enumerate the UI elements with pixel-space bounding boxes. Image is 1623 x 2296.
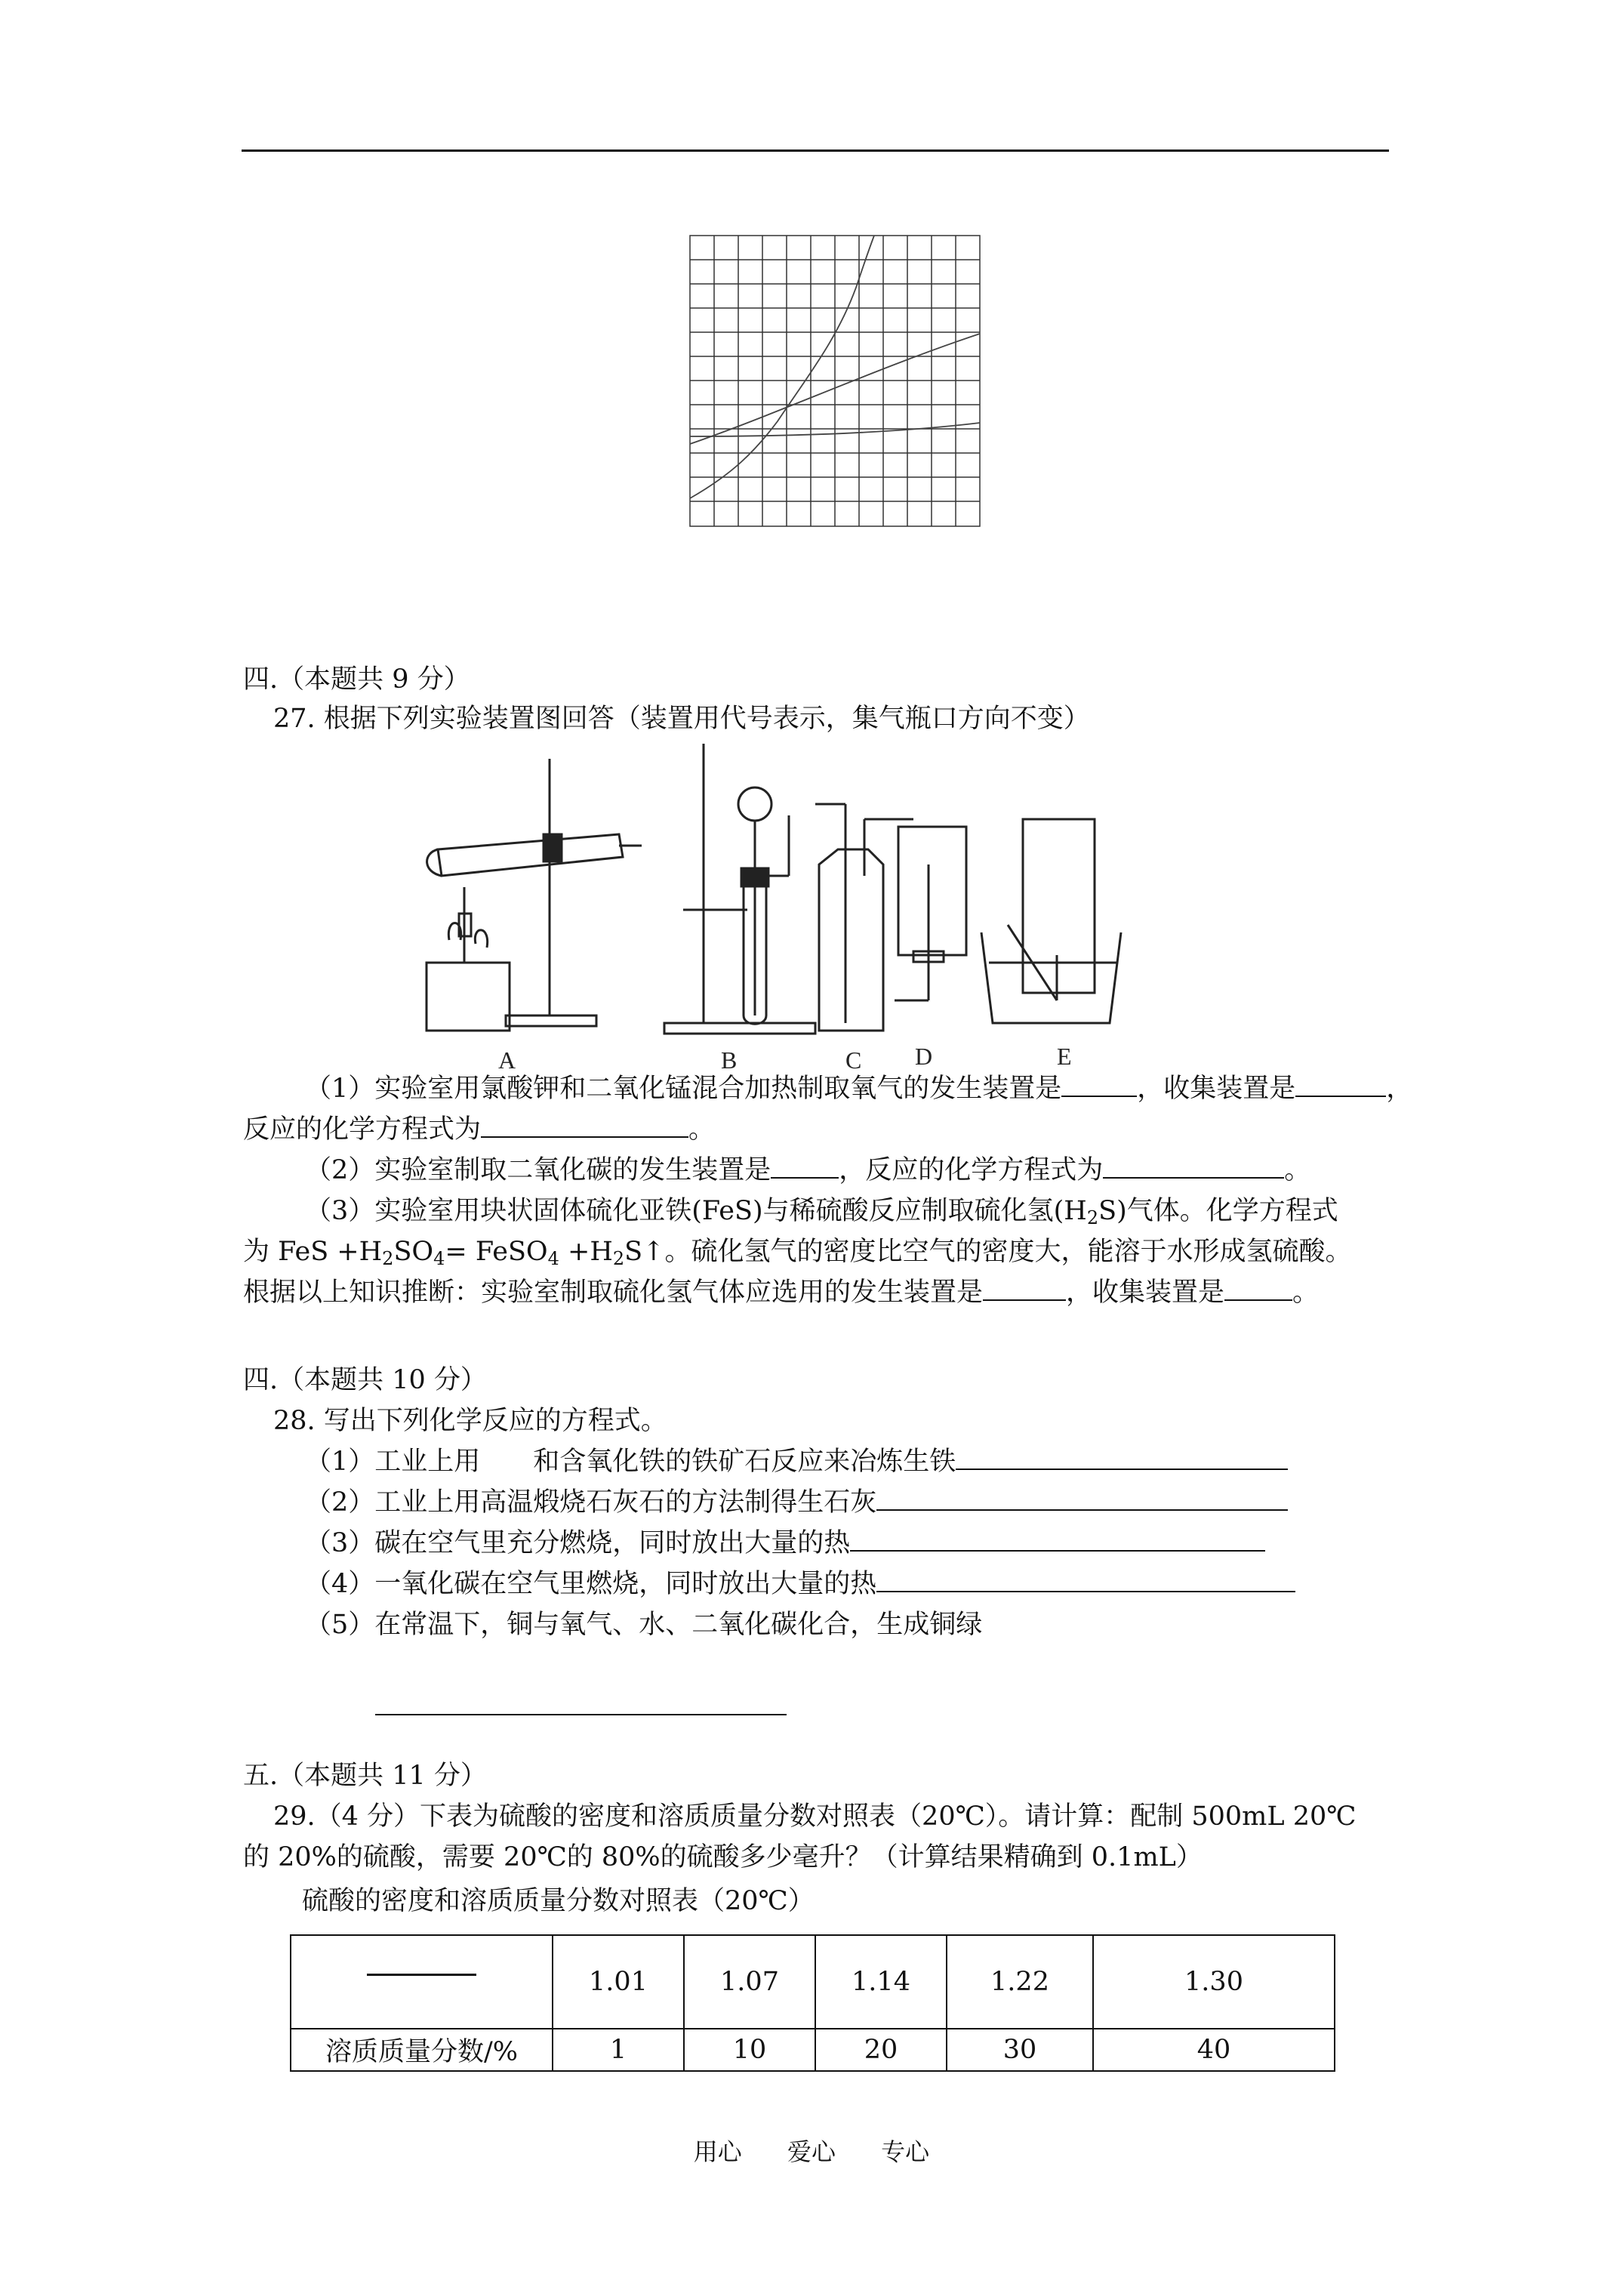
table-cell: 1.22 xyxy=(947,1935,1093,2029)
q27-3-line2: 为 FeS $+H_2SO_4=$ FeSO$_4$ $+H_2S↑$。硫化氢气的密度比空气的密度大，能溶于水形成氢硫酸。 xyxy=(243,1237,1352,1269)
answer-blank[interactable] xyxy=(956,1446,1288,1470)
header-dash xyxy=(367,1974,476,1976)
label-A: A xyxy=(498,1046,516,1074)
footer-text: 用心 xyxy=(693,2137,742,2166)
solubility-graph xyxy=(687,233,985,531)
answer-blank[interactable] xyxy=(481,1114,688,1138)
q27-1-line2: 反应的化学方程式为 。 xyxy=(243,1114,716,1145)
footer-text: 爱心 xyxy=(787,2137,836,2166)
acid-table xyxy=(290,1934,1335,2072)
table-cell: 1 xyxy=(553,2029,684,2071)
answer-blank[interactable] xyxy=(983,1277,1066,1301)
q28-item-5: （5）在常温下，铜与氧气、水、二氧化碳化合，生成铜绿 xyxy=(305,1610,983,1640)
q27-3-line3: 根据以上知识推断：实验室制取硫化氢气体应选用的发生装置是 ，收集装置是 。 xyxy=(243,1277,1320,1308)
table-cell: 1.30 xyxy=(1093,1935,1335,2029)
section-5-title: 五.（本题共 11 分） xyxy=(243,1761,487,1791)
label-B: B xyxy=(721,1046,738,1074)
q27-2-line: （2）实验室制取二氧化碳的发生装置是 ，反应的化学方程式为 。 xyxy=(305,1155,1311,1185)
table-row xyxy=(291,1935,1335,2029)
q27-stem: 27. 根据下列实验装置图回答（装置用代号表示，集气瓶口方向不变） xyxy=(273,704,1090,734)
q29-line1: 29.（4 分）下表为硫酸的密度和溶质质量分数对照表（20℃）。请计算：配制 500mL 20℃ xyxy=(273,1801,1357,1832)
answer-blank[interactable] xyxy=(876,1487,1288,1511)
footer-text: 专心 xyxy=(881,2137,930,2166)
answer-blank[interactable] xyxy=(1224,1277,1292,1301)
answer-blank[interactable] xyxy=(375,1691,787,1715)
table-cell: 40 xyxy=(1093,2029,1335,2071)
label-E: E xyxy=(1057,1043,1072,1070)
table-cell: 20 xyxy=(815,2029,947,2071)
q27-3-line1: （3）实验室用块状固体硫化亚铁(FeS)与稀硫酸反应制取硫化氢$(H_2S)$气体。化学方程式 xyxy=(305,1196,1338,1228)
apparatus-figure xyxy=(393,744,1412,1083)
section-4b-title: 四.（本题共 10 分） xyxy=(243,1365,487,1395)
q28-item-4: （4）一氧化碳在空气里燃烧，同时放出大量的热 xyxy=(305,1567,1295,1601)
table-cell: 1.07 xyxy=(684,1935,815,2029)
table-cell: 1.14 xyxy=(815,1935,947,2029)
section-4a-title: 四.（本题共 9 分） xyxy=(243,664,470,695)
answer-blank[interactable] xyxy=(1103,1154,1284,1179)
q28-item-2: （2）工业上用高温煅烧石灰石的方法制得生石灰 xyxy=(305,1486,1288,1519)
answer-blank[interactable] xyxy=(1061,1073,1137,1097)
q29-line2: 的 20%的硫酸，需要 20℃的 80%的硫酸多少毫升？（计算结果精确到 0.1mL） xyxy=(243,1842,1203,1872)
page-footer xyxy=(0,2133,1623,2168)
table-row-header: 溶质质量分数/% xyxy=(291,2029,553,2071)
answer-blank[interactable] xyxy=(1295,1073,1386,1097)
q28-stem: 28. 写出下列化学反应的方程式。 xyxy=(273,1406,667,1436)
table-cell: 30 xyxy=(947,2029,1093,2071)
table-cell: 10 xyxy=(684,2029,815,2071)
header-rule xyxy=(242,149,1389,152)
label-C: C xyxy=(845,1046,862,1074)
answer-blank[interactable] xyxy=(876,1568,1295,1592)
table-header-cell xyxy=(291,1935,553,2029)
answer-blank[interactable] xyxy=(850,1527,1265,1552)
table-caption: 硫酸的密度和溶质质量分数对照表（20℃） xyxy=(302,1886,815,1916)
q28-item-1: （1）工业上用 和含氧化铁的铁矿石反应来冶炼生铁 xyxy=(305,1445,1288,1478)
answer-blank[interactable] xyxy=(771,1154,839,1179)
q28-item-3: （3）碳在空气里充分燃烧，同时放出大量的热 xyxy=(305,1527,1265,1560)
curve-steep xyxy=(690,236,874,498)
table-cell: 1.01 xyxy=(553,1935,684,2029)
label-D: D xyxy=(915,1043,933,1070)
table-row xyxy=(291,2029,1335,2071)
q27-1-line1: （1）实验室用氯酸钾和二氧化锰混合加热制取氧气的发生装置是 ，收集装置是 ， xyxy=(305,1074,1413,1104)
